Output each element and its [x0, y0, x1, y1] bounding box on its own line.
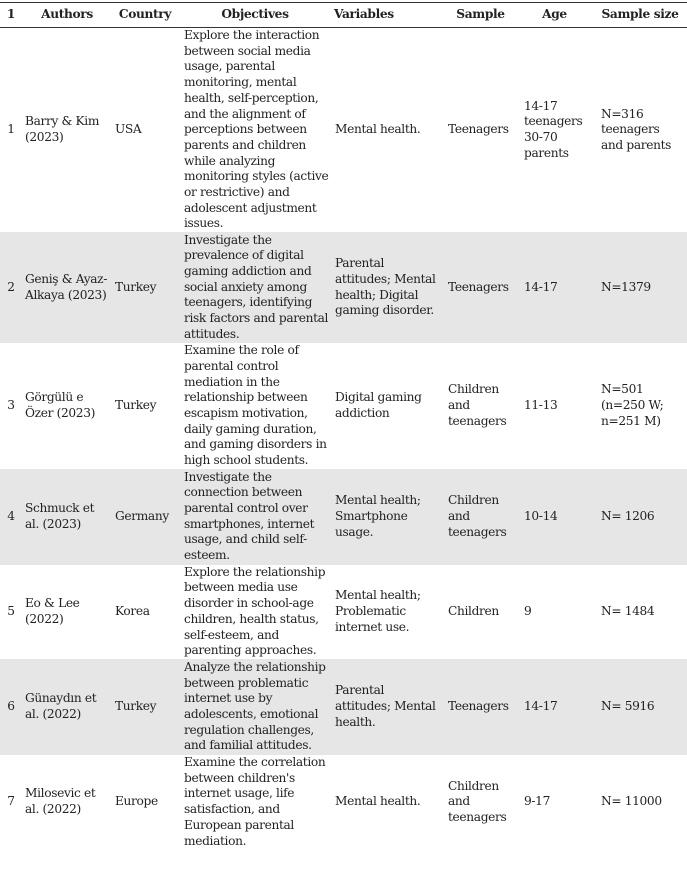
table-row [0, 565, 687, 659]
header-country: Country [118, 7, 172, 22]
objectives-cell: Analyze the relationship between problematic internet use by adolescents, emotional regulation challenges, and familial attitudes. [178, 659, 332, 755]
variables-cell: Digital gaming addiction [335, 390, 422, 420]
sample-size-cell: N=1379 [593, 232, 687, 343]
table-row [0, 343, 687, 469]
header-authors: Authors [41, 7, 93, 22]
authors-cell: Görgülü e Özer (2023) [25, 390, 96, 420]
header-row [0, 3, 687, 28]
sample-size-cell: N= 1484 [601, 604, 655, 619]
table-row [0, 755, 687, 849]
authors-cell: Geniş & Ayaz-Alkaya (2023) [22, 232, 112, 343]
age-cell: 14-17 teenagers 30-70 parents [524, 98, 583, 160]
country-cell: Korea [115, 604, 150, 619]
age-cell: 11-13 [524, 398, 558, 413]
objectives-cell: Explore the relationship between media use disorder in school-age children, health status, self-esteem, and parenting approaches. [184, 564, 326, 658]
sample-cell: Children and teenagers [445, 469, 516, 565]
country-cell: Germany [112, 469, 178, 565]
table-row [0, 232, 687, 343]
variables-cell: Mental health. [335, 794, 421, 809]
objectives-cell: Examine the role of parental control mediation in the relationship between escapism motivation, daily gaming duration, and gaming disorders in high school students. [184, 343, 327, 468]
sample-cell: Teenagers [445, 659, 516, 755]
sample-cell: Teenagers [445, 232, 516, 343]
age-cell: 10-14 [516, 469, 593, 565]
row-number: 6 [0, 659, 22, 755]
header-age: Age [542, 7, 567, 22]
row-number: 5 [7, 604, 15, 619]
authors-cell: Milosevic et al. (2022) [25, 786, 96, 817]
country-cell: Turkey [112, 659, 178, 755]
header-variables: Variables [334, 7, 394, 22]
sample-cell: Children and teenagers [448, 382, 507, 428]
sample-size-cell: N= 5916 [593, 659, 687, 755]
row-number: 3 [7, 398, 15, 413]
objectives-cell: Investigate the prevalence of digital gaming addiction and social anxiety among teenagers, identifying risk factors and parental attitudes. [178, 232, 332, 343]
table-row [0, 469, 687, 565]
row-number: 2 [0, 232, 22, 343]
authors-cell: Eo & Lee (2022) [25, 596, 80, 626]
table-row [0, 659, 687, 755]
sample-size-cell: N=501 (n=250 W; n=251 M) [601, 382, 664, 428]
authors-cell: Günaydın et al. (2022) [22, 659, 112, 755]
row-number: 7 [7, 794, 15, 809]
sample-cell: Children and teenagers [448, 778, 507, 824]
variables-cell: Mental health; Smartphone usage. [332, 469, 445, 565]
variables-cell: Mental health. [335, 122, 421, 137]
header-sample-size: Sample size [601, 7, 679, 22]
age-cell: 14-17 [516, 659, 593, 755]
variables-cell: Parental attitudes; Mental health; Digital gaming disorder. [332, 232, 445, 343]
objectives-cell: Examine the correlation between children's internet usage, life satisfaction, and European parental mediation. [184, 754, 326, 848]
objectives-cell: Explore the interaction between social media usage, parental monitoring, mental health, self-perception, and the alignment of perceptions between parents and children while analyzing monitoring styles (active or restrictive) and adolescent adjustment issues. [184, 28, 329, 231]
country-cell: Turkey [112, 232, 178, 343]
country-cell: Turkey [115, 398, 157, 413]
header-sample: Sample [456, 7, 505, 22]
variables-cell: Parental attitudes; Mental health. [332, 659, 445, 755]
sample-size-cell: N=316 teenagers and parents [601, 106, 672, 152]
sample-cell: Children [448, 604, 499, 619]
objectives-cell: Investigate the connection between parental control over smartphones, internet usage, and child self-esteem. [178, 469, 332, 565]
age-cell: 9 [524, 604, 532, 619]
studies-table [0, 2, 687, 849]
header-number: 1 [6, 7, 16, 22]
country-cell: Europe [115, 794, 158, 809]
sample-size-cell: N= 1206 [593, 469, 687, 565]
age-cell: 14-17 [516, 232, 593, 343]
header-objectives: Objectives [221, 7, 289, 22]
age-cell: 9-17 [524, 794, 550, 809]
sample-cell: Teenagers [448, 122, 509, 137]
variables-cell: Mental health; Problematic internet use. [335, 588, 421, 634]
table-row [0, 28, 687, 233]
row-number: 1 [7, 122, 15, 137]
row-number: 4 [0, 469, 22, 565]
country-cell: USA [115, 122, 142, 137]
authors-cell: Barry & Kim (2023) [25, 114, 100, 145]
sample-size-cell: N= 11000 [601, 794, 662, 809]
authors-cell: Schmuck et al. (2023) [22, 469, 112, 565]
